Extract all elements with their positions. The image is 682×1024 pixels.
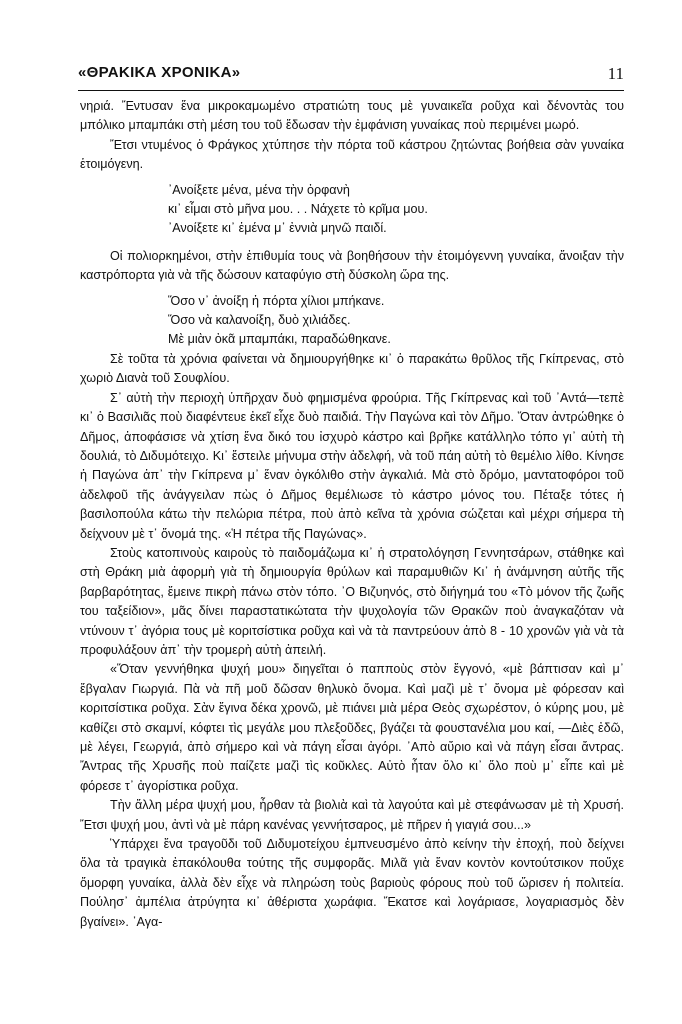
- paragraph: Τὴν ἄλλη μέρα ψυχή μου, ἦρθαν τὰ βιολιὰ καὶ τὰ λαγούτα καὶ μὲ στεφάνωσαν μὲ τὴ Χρυσή. Ἔτσι ψυχή μου, ἀντὶ νὰ μὲ πάρη κανένας γεννήτσαρος, μὲ πῆρεν ἡ γιαγιά σου...»: [80, 798, 624, 832]
- paragraph: Σ᾿ αὐτὴ τὴν περιοχὴ ὑπῆρχαν δυὸ φημισμένα φρούρια. Τῆς Γκίπρενας καὶ τοῦ ᾿Αντά—τεπὲ κι᾿ ὁ Βασιλιᾶς ποὺ διαφέντευε ἐκεῖ εἶχε δυὸ παιδιά. Τὴν Παγώνα καὶ τὸν Δῆμο. Ὅταν ἀντρώθηκε ὁ Δῆμος, ἀποφάσισε νὰ χτίση ἕνα δικό του ἰσχυρὸ κάστρο καὶ βρῆκε κατάλληλο τόπο γι᾿ αὐτὴ τὴ δουλιά, τὸ Διδυμότειχο. Κι᾿ ἔστειλε μήνυμα στὴν ἀδελφή, νὰ τοῦ πάη αὐτὴ τὸ θεμέλιο λίθο. Κίνησε ἡ Παγώνα ἀπ᾿ τὴν Γκίπρενα μ᾿ ἕναν ὀγκόλιθο στὴν ἀγκαλιά. Μὰ στὸ δρόμο, μαντατοφόροι τοῦ ἀδελφοῦ τῆς ἀνάγγειλαν πὼς ὁ Δῆμος θεμέλιωσε τὸ κάστρο μόνος του. Πέταξε τότες ἡ βασιλοπούλα κάτω τὴν πελώρια πέτρα, ποὺ ἀπὸ κεῖνα τὰ χρόνια σώζεται καὶ μέχρι σήμερα τὴ δείχνουν μὲ τ᾿ ὄνομά της. «Ἡ πέτρα τῆς Παγώνας».: [80, 390, 624, 541]
- header-rule: [78, 90, 624, 91]
- paragraph: «Ὅταν γεννήθηκα ψυχή μου» διηγεῖται ὁ παπποὺς στὸν ἔγγονό, «μὲ βάπτισαν καὶ μ᾿ ἔβγαλαν Γιωργιά. Πὰ νὰ πῆ μοῦ δῶσαν θηλυκὸ ὄνομα. Καὶ μαζὶ μὲ τ᾿ ὄνομα μὲ φόρεσαν καὶ κοριτσίστικα ροῦχα. Σὰν ἔγινα δέκα χρονῶ, μὲ πιάνει μιὰ μέρα Θεὸς σχωρέστον, ὁ κύρης μου, μὲ καθίζει στὸ σκαμνί, κόφτει τὶς μεγάλε μου πλεξοῦδες, βγάζει τὰ φουστανέλια μου καί, —Διὲς ἐδῶ, μὲ λέγει, Γεωργιά, ἀπὸ σήμερο καὶ νὰ πάγη εἶσαι ἀγόρι. ᾿Απὸ αὔριο καὶ νὰ πάγη εἶσαι ἄντρας. Ἄντρας τῆς Χρυσῆς ποὺ παίζετε μαζὶ τὶς κοῦκλες. Αὐτὸ ἦταν ὅλο κι᾿ ὅλο ποὺ μ᾿ εἶπε καὶ μὲ φόρεσε τ᾿ ἀγορίστικα ροῦχα.: [80, 662, 624, 793]
- paragraph: Ἔτσι ντυμένος ὁ Φράγκος χτύπησε τὴν πόρτα τοῦ κάστρου ζητώντας βοήθεια σὰν γυναίκα ἑτοιμόγενη.: [80, 137, 624, 172]
- paragraph: Σὲ τοῦτα τὰ χρόνια φαίνεται νὰ δημιουργήθηκε κι᾿ ὁ παρακάτω θρῦλος τῆς Γκίπρενας, στὸ χωριὸ Διανὰ τοῦ Σουφλίου.: [80, 351, 624, 386]
- paragraph: νηριά. Ἔντυσαν ἕνα μικροκαμωμένο στρατιώτη τους μὲ γυναικεῖα ροῦχα καὶ δένοντὰς του μπόλικο μπαμπάκι στὴ μέση του τοῦ ἔδωσαν τὴν ἐμφάνιση γυναίκας ποὺ περιμένει μωρό.: [80, 99, 624, 133]
- journal-title: «ΘΡΑΚΙΚΑ ΧΡΟΝΙΚΑ»: [78, 64, 241, 81]
- verse-line: ᾿Ανοίξετε κι᾿ ἐμένα μ᾿ ἐννιὰ μηνῶ παιδί.: [168, 221, 387, 236]
- verse-line: Ὅσο νὰ καλανοίξη, δυὸ χιλιάδες.: [168, 313, 351, 328]
- paragraph: Οἱ πολιορκημένοι, στὴν ἐπιθυμία τους νὰ βοηθήσουν τὴν ἑτοιμόγεννη γυναίκα, ἄνοιξαν τὴν καστρόπορτα γιὰ νὰ τῆς δώσουν καταφύγιο στὴ δύσκολη ὥρα της.: [80, 248, 624, 283]
- page-number: 11: [607, 64, 624, 83]
- verse-line: Ὅσο ν᾿ ἀνοίξη ἡ πόρτα χίλιοι μπήκανε.: [168, 293, 385, 308]
- verse-block: [80, 292, 624, 350]
- paragraph: Ὑπάρχει ἕνα τραγοῦδι τοῦ Διδυμοτείχου ἐμπνευσμένο ἀπὸ κείνην τὴν ἐποχή, ποὺ δείχνει ὅλα τὰ τραγικὰ ἐπακόλουθα τούτης τῆς συμφορᾶς. Μιλᾶ γιὰ ἕναν κοντὸν κοντούτσικον ποὔχε ὄμορφη γυναίκα, ἀλλὰ δὲν εἶχε νὰ πληρώση τοὺς βαριοὺς φόρους ποὺ τοῦ ὥρισεν ἡ πολιτεία. Πούλησ᾿ ἀμπέλια ἀτρύγητα κι᾿ ἀθέριστα χωράφια. Ἔκατσε καὶ λογάριασε, λογαριασμὸς δὲν βγαίνει». ᾿Αγα-: [80, 837, 624, 929]
- verse-line: κι᾿ εἶμαι στὸ μῆνα μου. . . Νάχετε τὸ κρῖμα μου.: [168, 202, 428, 217]
- verse-line: Μὲ μιὰν ὀκᾶ μπαμπάκι, παραδώθηκανε.: [168, 332, 391, 347]
- verse-line: ᾿Ανοίξετε μένα, μένα τὴν ὀρφανὴ: [168, 182, 350, 197]
- article-body: [80, 97, 624, 932]
- running-header: [78, 64, 624, 86]
- paragraph: Στοὺς κατοπινοὺς καιροὺς τὸ παιδομάζωμα κι᾿ ἡ στρατολόγηση Γεννητσάρων, στάθηκε καὶ στὴ Θράκη μιὰ ἀφορμὴ γιὰ τὴ δημιουργία θρύλων καὶ παραμυθιῶν Κι᾿ ἡ ἀνάμνηση αὐτῆς τῆς βαρβαρότητας, ἔμεινε πικρὴ πάνω στὸν τόπο. ᾿Ο Βιζυηνός, στὸ διήγημά του «Τὸ μόνον τῆς ζωῆς του ταξείδιον», μᾶς δίνει παραστατικώτατα τὴν ψυχολογία τῶν Θρακῶν ποὺ ἀναγκαζόταν νὰ ντύνουν τ᾿ ἀγόρια τους μὲ κοριτσίστικα ροῦχα καὶ νὰ τὰ παντρεύουν ἀπὸ 8 - 10 χρονῶν γιὰ νὰ τὰ προφυλάξουν ἀπ᾿ τὴν τρομερὴ αὐτὴ ἀπειλή.: [80, 545, 624, 657]
- verse-block: [80, 181, 624, 239]
